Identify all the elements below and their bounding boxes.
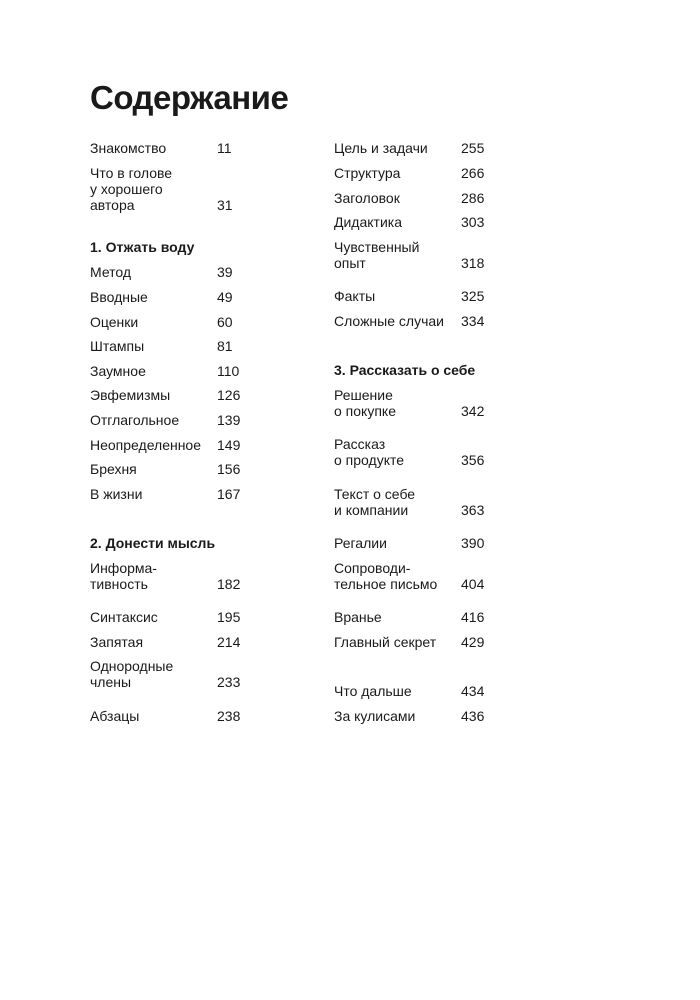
- toc-entry-title: Отглагольное: [90, 412, 180, 428]
- toc-entry-title: Структура: [334, 165, 401, 181]
- toc-entry-title: Чувственный опыт: [334, 239, 420, 271]
- toc-entry[interactable]: [334, 165, 485, 181]
- toc-entry[interactable]: [90, 708, 241, 724]
- toc-entry-page: 434: [461, 683, 485, 699]
- toc-entry[interactable]: [90, 338, 233, 354]
- toc-entry[interactable]: [90, 634, 241, 650]
- toc-entry-title: Однородные члены: [90, 658, 174, 690]
- toc-entry-page: 334: [461, 313, 485, 329]
- toc-entry-page: 404: [461, 576, 485, 592]
- toc-entry-page: 255: [461, 140, 485, 156]
- toc-entry-title: Заголовок: [334, 190, 400, 206]
- toc-section-heading: 1. Отжать воду: [90, 239, 195, 255]
- toc-entry-title: Рассказ о продукте: [334, 436, 405, 468]
- toc-entry-title: Дидактика: [334, 214, 402, 230]
- toc-entry-title: Вводные: [90, 289, 148, 305]
- toc-entry[interactable]: [334, 214, 485, 230]
- toc-entry[interactable]: [334, 560, 485, 592]
- toc-section-heading: 2. Донести мысль: [90, 535, 216, 551]
- toc-entry-page: 39: [217, 264, 233, 280]
- toc-entry-title: Метод: [90, 264, 132, 280]
- toc-entry-page: 167: [217, 486, 241, 502]
- toc-section-heading: 3. Рассказать о себе: [334, 362, 476, 378]
- toc-entry-title: Знакомство: [90, 140, 167, 156]
- toc-entry-page: 318: [461, 255, 485, 271]
- toc-entry-page: 49: [217, 289, 233, 305]
- toc-entry-title: Текст о себе и компании: [334, 486, 416, 518]
- toc-entry-title: Цель и задачи: [334, 140, 428, 156]
- toc-entry-title: Факты: [334, 288, 376, 304]
- toc-entry[interactable]: [90, 461, 241, 477]
- toc-entry-page: 342: [461, 403, 485, 419]
- toc-entry[interactable]: [334, 387, 485, 419]
- toc-entry-page: 60: [217, 314, 233, 330]
- toc-entry-title: Неопределенное: [90, 437, 202, 453]
- toc-entry[interactable]: [334, 239, 485, 271]
- toc-entry[interactable]: [90, 363, 240, 379]
- toc-entry-page: 126: [217, 387, 241, 403]
- toc-entry[interactable]: [90, 437, 241, 453]
- toc-entry[interactable]: [90, 314, 233, 330]
- page-title: Содержание: [90, 79, 289, 116]
- toc-entry-page: 182: [217, 576, 241, 592]
- toc-entry-title: Эвфемизмы: [90, 387, 171, 403]
- toc-entry[interactable]: [90, 560, 241, 592]
- toc-entry-title: Синтаксис: [90, 609, 158, 625]
- toc-entry-title: Сопроводи- тельное письмо: [334, 560, 438, 592]
- toc-entry-page: 429: [461, 634, 485, 650]
- toc-entry[interactable]: [334, 140, 485, 156]
- toc-entry-page: 110: [217, 363, 240, 379]
- toc-entry-page: 325: [461, 288, 485, 304]
- toc-entry-page: 31: [217, 197, 233, 213]
- toc-entry[interactable]: [334, 683, 485, 699]
- toc-entry[interactable]: [334, 486, 485, 518]
- toc-entry-title: Оценки: [90, 314, 139, 330]
- toc-entry-title: Брехня: [90, 461, 137, 477]
- toc-entry-title: Абзацы: [90, 708, 140, 724]
- toc-entry-title: Вранье: [334, 609, 382, 625]
- toc-entry[interactable]: [334, 535, 485, 551]
- toc-entry-title: Решение о покупке: [334, 387, 396, 419]
- toc-entry-page: 390: [461, 535, 485, 551]
- toc-entry-page: 286: [461, 190, 485, 206]
- toc-entry[interactable]: [90, 264, 233, 280]
- toc-entry[interactable]: [90, 609, 241, 625]
- toc-entry-page: 416: [461, 609, 485, 625]
- toc-entry-page: 356: [461, 452, 485, 468]
- toc-entry-title: Штампы: [90, 338, 145, 354]
- toc-entry-page: 81: [217, 338, 233, 354]
- toc-entry-page: 139: [217, 412, 241, 428]
- toc-entry-title: Сложные случаи: [334, 313, 444, 329]
- toc-entry[interactable]: [90, 140, 232, 156]
- toc-entry-title: Регалии: [334, 535, 387, 551]
- toc-entry[interactable]: [90, 165, 233, 213]
- toc-entry-page: 363: [461, 502, 485, 518]
- toc-entry-title: Заумное: [90, 363, 146, 379]
- toc-entry-title: Запятая: [90, 634, 144, 650]
- toc-entry-page: 436: [461, 708, 485, 724]
- toc-entry[interactable]: [90, 658, 241, 690]
- toc-entry[interactable]: [334, 708, 485, 724]
- toc-entry[interactable]: [90, 412, 241, 428]
- toc-entry-page: 11: [217, 140, 232, 156]
- toc-entry[interactable]: [334, 288, 485, 304]
- toc-entry[interactable]: [334, 436, 485, 468]
- toc-entry-title: Информа- тивность: [90, 560, 157, 592]
- toc-entry-title: Что дальше: [334, 683, 412, 699]
- toc-entry[interactable]: [90, 289, 233, 305]
- toc-entry-title: Что в голове у хорошего автора: [90, 165, 173, 213]
- toc-entry[interactable]: [334, 190, 485, 206]
- toc-entry-title: В жизни: [90, 486, 143, 502]
- toc-entry[interactable]: [334, 609, 485, 625]
- toc-entry-page: 266: [461, 165, 485, 181]
- toc-entry[interactable]: [334, 313, 485, 329]
- toc-entry-page: 303: [461, 214, 485, 230]
- toc-entry[interactable]: [90, 387, 241, 403]
- toc-entry-page: 195: [217, 609, 241, 625]
- toc-entry[interactable]: [90, 486, 241, 502]
- toc-entry-page: 149: [217, 437, 241, 453]
- toc-entry-title: Главный секрет: [334, 634, 437, 650]
- toc-entry-page: 214: [217, 634, 241, 650]
- toc-entry-page: 238: [217, 708, 241, 724]
- toc-entry-page: 156: [217, 461, 241, 477]
- toc-entry[interactable]: [334, 634, 485, 650]
- toc-entry-title: За кулисами: [334, 708, 416, 724]
- toc-entry-page: 233: [217, 674, 241, 690]
